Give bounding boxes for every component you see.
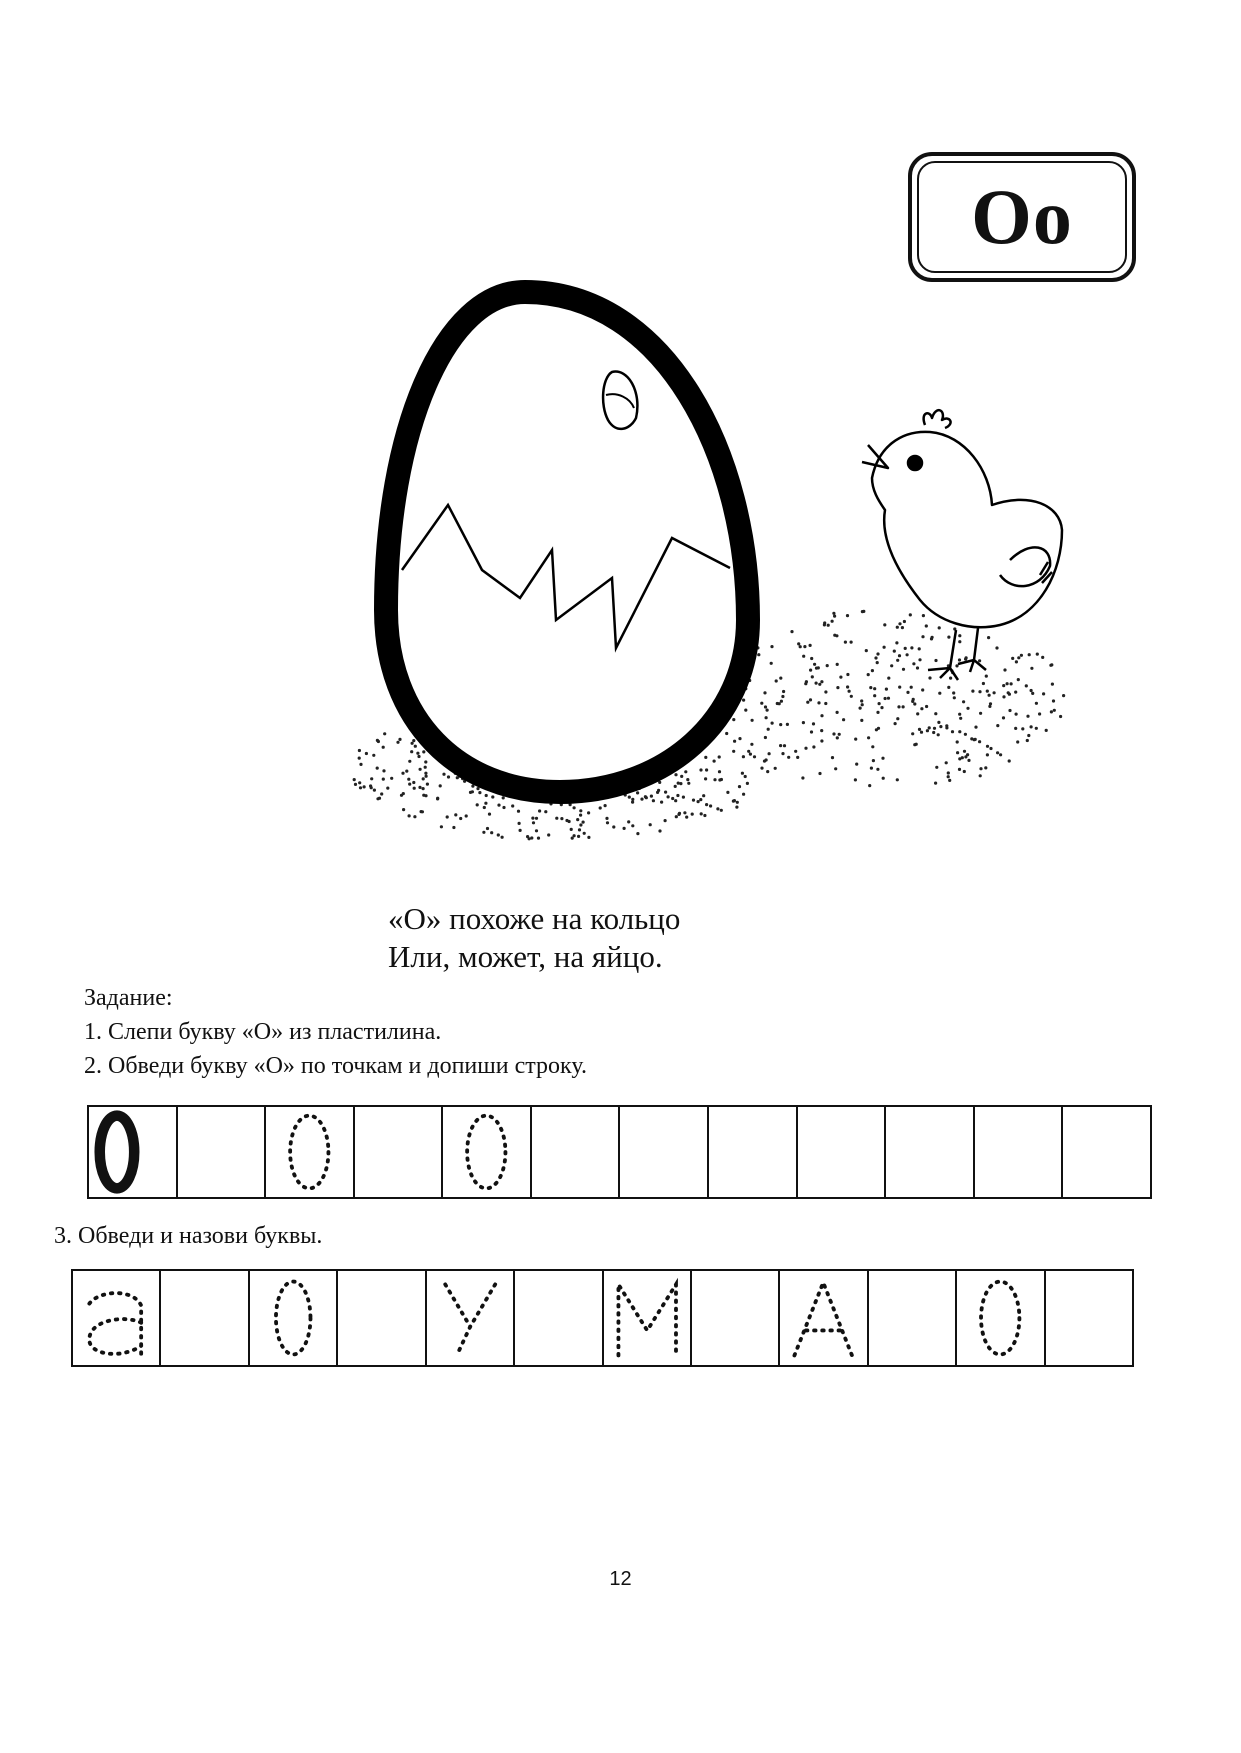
letter-badge — [908, 152, 1136, 282]
row2-cell[interactable] — [338, 1271, 426, 1365]
letter-title: Оо — [971, 173, 1073, 260]
page-number: 12 — [609, 1568, 632, 1590]
task-item-3: 3. Обведи и назови буквы. — [54, 1223, 323, 1249]
letter-o-dotted — [443, 1107, 530, 1197]
writing-row-2 — [71, 1269, 1134, 1367]
row2-cell[interactable] — [515, 1271, 603, 1365]
row1-cell[interactable] — [443, 1107, 532, 1197]
task-item-1: 1. Слепи букву «О» из пластилина. — [84, 1019, 442, 1045]
chick-icon — [862, 410, 1062, 680]
row1-cell[interactable] — [798, 1107, 887, 1197]
row2-cell[interactable] — [957, 1271, 1045, 1365]
task-item-2: 2. Обведи букву «О» по точкам и допиши строку. — [84, 1053, 587, 1079]
letter-u-dotted — [427, 1271, 513, 1365]
letter-a-dotted — [73, 1271, 159, 1365]
row1-cell[interactable] — [975, 1107, 1064, 1197]
row1-cell[interactable] — [178, 1107, 267, 1197]
letter-o-dotted — [266, 1107, 353, 1197]
row2-cell[interactable] — [427, 1271, 515, 1365]
poem-line-1: «О» похоже на кольцо — [388, 901, 681, 936]
row2-cell[interactable] — [780, 1271, 868, 1365]
row2-cell[interactable] — [250, 1271, 338, 1365]
letter-badge-frame — [917, 161, 1127, 273]
row2-cell[interactable] — [1046, 1271, 1132, 1365]
letter-A-dotted — [780, 1271, 866, 1365]
poem-line-2: Или, может, на яйцо. — [388, 939, 663, 974]
row2-cell[interactable] — [869, 1271, 957, 1365]
letter-o-dotted — [250, 1271, 336, 1365]
egg-icon — [386, 292, 748, 792]
illustration — [350, 280, 1110, 880]
row1-cell[interactable] — [886, 1107, 975, 1197]
task-title: Задание: — [84, 985, 173, 1011]
row1-cell[interactable] — [89, 1107, 178, 1197]
letter-m-dotted — [604, 1271, 690, 1365]
letter-O-dotted — [957, 1271, 1043, 1365]
row1-cell[interactable] — [355, 1107, 444, 1197]
row2-cell[interactable] — [73, 1271, 161, 1365]
writing-row-1 — [87, 1105, 1152, 1199]
row1-cell[interactable] — [266, 1107, 355, 1197]
poem — [388, 900, 680, 976]
row1-cell[interactable] — [709, 1107, 798, 1197]
row1-cell[interactable] — [620, 1107, 709, 1197]
row1-cell[interactable] — [532, 1107, 621, 1197]
row1-cell[interactable] — [1063, 1107, 1150, 1197]
row2-cell[interactable] — [604, 1271, 692, 1365]
row2-cell[interactable] — [692, 1271, 780, 1365]
row2-cell[interactable] — [161, 1271, 249, 1365]
letter-o-solid — [89, 1107, 176, 1197]
